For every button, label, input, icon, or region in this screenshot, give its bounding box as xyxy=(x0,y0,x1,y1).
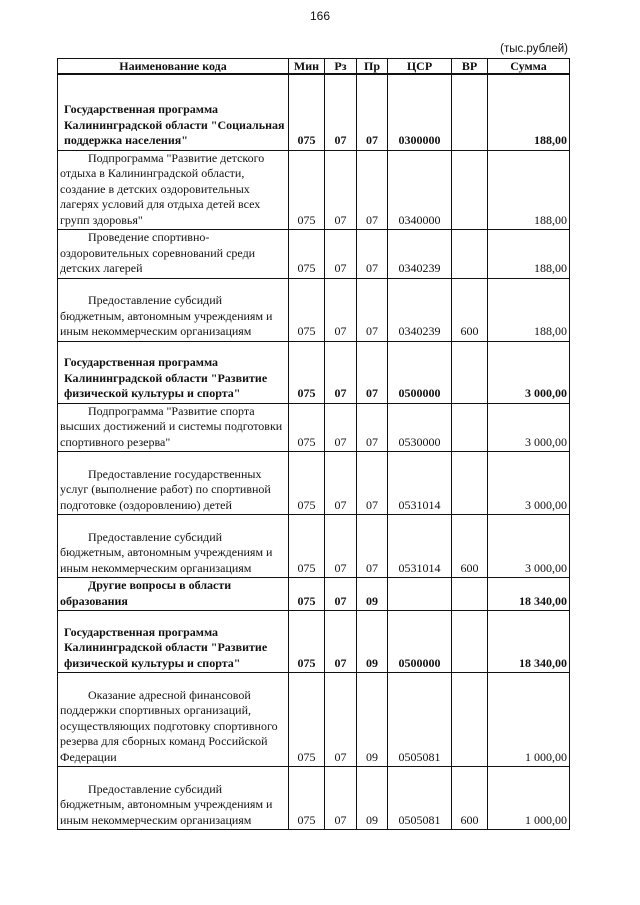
row-vr xyxy=(452,673,488,767)
row-pr: 07 xyxy=(357,150,388,230)
row-name: Государственная программа Калининградской области "Развитие физической культуры и спорта" xyxy=(58,341,289,403)
row-sum: 188,00 xyxy=(488,74,570,150)
column-header-pr: Пр xyxy=(357,59,388,75)
units-label: (тыс.рублей) xyxy=(500,43,568,55)
table-row xyxy=(58,611,570,673)
row-vr: 600 xyxy=(452,767,488,830)
column-header-min: Мин xyxy=(289,59,325,75)
row-min: 075 xyxy=(289,767,325,830)
row-csr: 0340000 xyxy=(388,150,452,230)
row-csr: 0500000 xyxy=(388,611,452,673)
row-rz: 07 xyxy=(325,278,357,341)
row-vr xyxy=(452,611,488,673)
row-csr: 0531014 xyxy=(388,515,452,578)
row-name: Другие вопросы в области образования xyxy=(58,578,289,611)
row-rz: 07 xyxy=(325,150,357,230)
row-pr: 09 xyxy=(357,611,388,673)
row-pr: 07 xyxy=(357,230,388,279)
row-csr: 0505081 xyxy=(388,767,452,830)
row-name: Оказание адресной финансовой поддержки спортивных организаций, осуществляющих подготовку спортивного резерва для сборных команд Российской Федерации xyxy=(58,673,289,767)
budget-table xyxy=(57,58,570,830)
row-csr: 0500000 xyxy=(388,341,452,403)
row-vr xyxy=(452,341,488,403)
row-pr: 07 xyxy=(357,74,388,150)
table-row xyxy=(58,74,570,150)
row-name: Государственная программа Калининградской области "Развитие физической культуры и спорта" xyxy=(58,611,289,673)
page-number: 166 xyxy=(309,9,331,23)
table-row xyxy=(58,150,570,230)
row-min: 075 xyxy=(289,74,325,150)
row-vr xyxy=(452,578,488,611)
row-vr xyxy=(452,74,488,150)
row-rz: 07 xyxy=(325,578,357,611)
row-sum: 1 000,00 xyxy=(488,673,570,767)
table-header-row xyxy=(58,59,570,75)
row-min: 075 xyxy=(289,452,325,515)
row-min: 075 xyxy=(289,578,325,611)
row-sum: 18 340,00 xyxy=(488,611,570,673)
row-name: Подпрограмма "Развитие спорта высших достижений и системы подготовки спортивного резерва" xyxy=(58,403,289,452)
table-row xyxy=(58,515,570,578)
row-min: 075 xyxy=(289,278,325,341)
row-min: 075 xyxy=(289,150,325,230)
row-name: Предоставление субсидий бюджетным, автономным учреждениям и иным некоммерческим организациям xyxy=(58,515,289,578)
row-csr: 0530000 xyxy=(388,403,452,452)
row-pr: 07 xyxy=(357,278,388,341)
row-sum: 3 000,00 xyxy=(488,403,570,452)
row-rz: 07 xyxy=(325,341,357,403)
table-row xyxy=(58,341,570,403)
row-sum: 188,00 xyxy=(488,150,570,230)
row-pr: 09 xyxy=(357,578,388,611)
row-name: Подпрограмма "Развитие детского отдыха в Калининградской области, создание в детских оздоровительных лагерях условий для отдыха детей всех групп здоровья" xyxy=(58,150,289,230)
row-name: Предоставление государственных услуг (выполнение работ) по спортивной подготовке (оздоровлению) детей xyxy=(58,452,289,515)
row-sum: 188,00 xyxy=(488,278,570,341)
table-row xyxy=(58,452,570,515)
column-header-rz: Рз xyxy=(325,59,357,75)
column-header-csr: ЦСР xyxy=(388,59,452,75)
row-rz: 07 xyxy=(325,403,357,452)
row-pr: 07 xyxy=(357,452,388,515)
row-sum: 3 000,00 xyxy=(488,452,570,515)
column-header-vr: ВР xyxy=(452,59,488,75)
row-csr: 0340239 xyxy=(388,278,452,341)
row-vr xyxy=(452,230,488,279)
row-min: 075 xyxy=(289,403,325,452)
table-row xyxy=(58,673,570,767)
row-rz: 07 xyxy=(325,452,357,515)
row-rz: 07 xyxy=(325,611,357,673)
row-min: 075 xyxy=(289,230,325,279)
row-csr: 0300000 xyxy=(388,74,452,150)
row-name: Предоставление субсидий бюджетным, автономным учреждениям и иным некоммерческим организациям xyxy=(58,278,289,341)
row-min: 075 xyxy=(289,341,325,403)
row-pr: 07 xyxy=(357,515,388,578)
row-vr xyxy=(452,150,488,230)
row-name: Государственная программа Калининградской области "Социальная поддержка населения" xyxy=(58,74,289,150)
row-min: 075 xyxy=(289,515,325,578)
row-vr xyxy=(452,403,488,452)
row-sum: 1 000,00 xyxy=(488,767,570,830)
row-min: 075 xyxy=(289,673,325,767)
table-row xyxy=(58,403,570,452)
row-pr: 07 xyxy=(357,341,388,403)
row-rz: 07 xyxy=(325,673,357,767)
row-rz: 07 xyxy=(325,767,357,830)
row-rz: 07 xyxy=(325,74,357,150)
column-header-name: Наименование кода xyxy=(58,59,289,75)
row-vr: 600 xyxy=(452,278,488,341)
table-row xyxy=(58,278,570,341)
row-sum: 18 340,00 xyxy=(488,578,570,611)
row-pr: 09 xyxy=(357,673,388,767)
row-sum: 3 000,00 xyxy=(488,341,570,403)
row-name: Проведение спортивно-оздоровительных соревнований среди детских лагерей xyxy=(58,230,289,279)
table-row xyxy=(58,578,570,611)
table-row xyxy=(58,230,570,279)
row-sum: 188,00 xyxy=(488,230,570,279)
row-pr: 07 xyxy=(357,403,388,452)
row-min: 075 xyxy=(289,611,325,673)
row-csr xyxy=(388,578,452,611)
row-csr: 0531014 xyxy=(388,452,452,515)
row-vr: 600 xyxy=(452,515,488,578)
row-sum: 3 000,00 xyxy=(488,515,570,578)
row-csr: 0505081 xyxy=(388,673,452,767)
row-pr: 09 xyxy=(357,767,388,830)
row-name: Предоставление субсидий бюджетным, автономным учреждениям и иным некоммерческим организациям xyxy=(58,767,289,830)
table-row xyxy=(58,767,570,830)
row-rz: 07 xyxy=(325,515,357,578)
row-vr xyxy=(452,452,488,515)
column-header-sum: Сумма xyxy=(488,59,570,75)
row-rz: 07 xyxy=(325,230,357,279)
row-csr: 0340239 xyxy=(388,230,452,279)
